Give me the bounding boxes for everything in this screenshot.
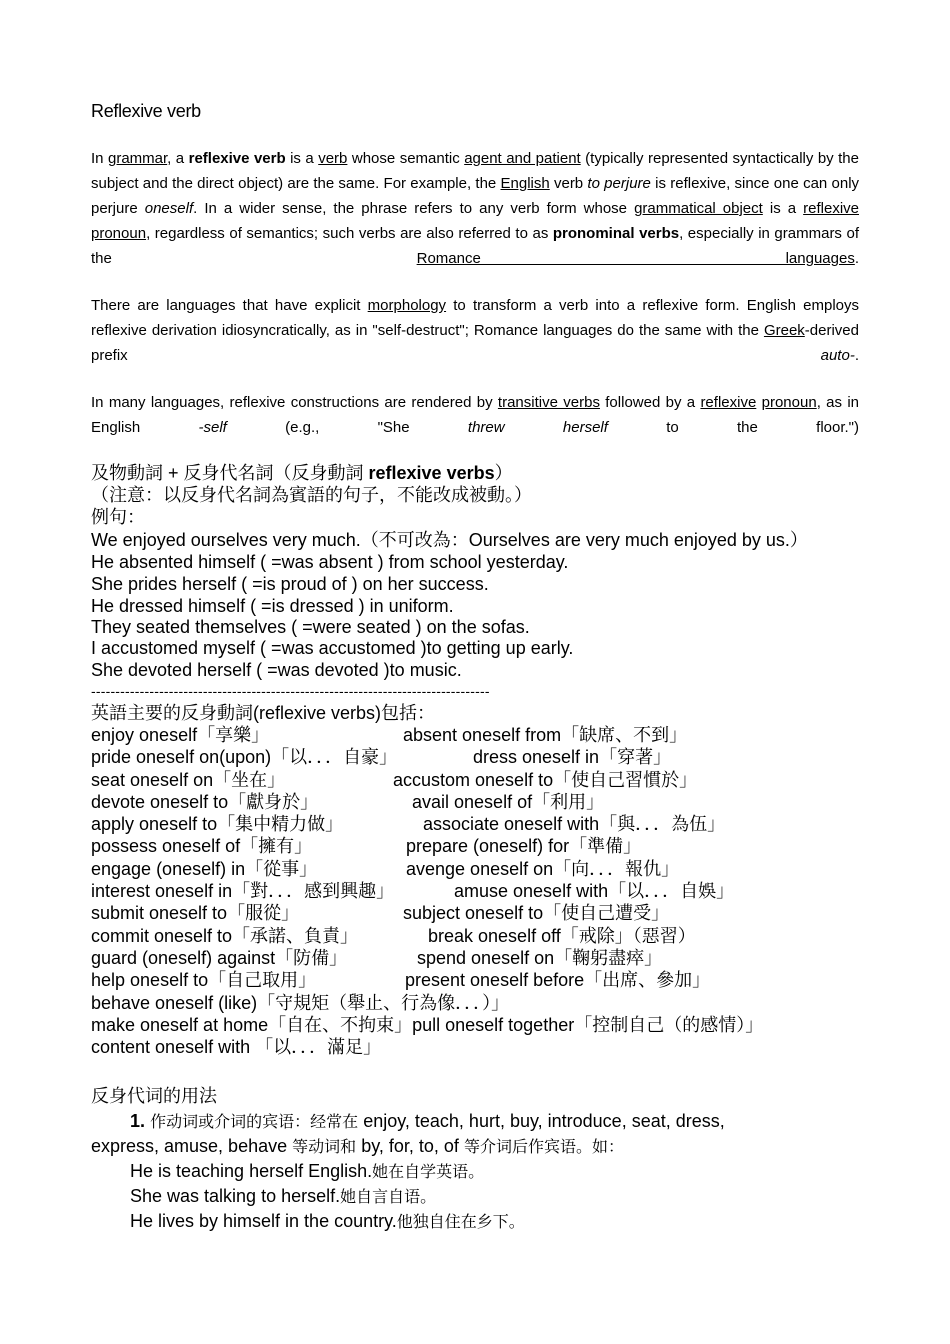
- text: , especially in grammars of the: [91, 225, 859, 267]
- verb-entry-left: engage (oneself) in「從事」: [91, 859, 318, 879]
- text: is a: [762, 200, 804, 217]
- example-sentence: He dressed himself ( =is dressed ) in uniform.: [91, 596, 454, 616]
- verb-entry-right: associate oneself with「與．．．為伍」: [423, 814, 726, 834]
- text: (typically represented syntactically by the subject and the direct object) are the same. For example, the: [91, 150, 859, 192]
- constructions-paragraph: [91, 390, 859, 465]
- verb-entry-left: devote oneself to「獻身於」: [91, 792, 319, 812]
- item-number: 1.: [130, 1111, 146, 1131]
- verb-entry-right: absent oneself from「缺席、不到」: [403, 725, 688, 745]
- text: enjoy, teach, hurt, buy, introduce, seat, dress,: [363, 1111, 725, 1131]
- text: to the floor."): [607, 419, 859, 436]
- link-verb[interactable]: verb: [318, 150, 348, 167]
- example-sentence: She devoted herself ( =was devoted )to music.: [91, 660, 462, 680]
- verb-entry-right: spend oneself on「鞠躬盡瘁」: [417, 948, 663, 968]
- text: 及物動詞 + 反身代名詞（反身動詞: [91, 463, 369, 483]
- example-english: She was talking to herself.: [130, 1186, 341, 1206]
- text: is reflexive, since one can only perjure: [91, 175, 860, 217]
- verb-entry-right: subject oneself to「使自己遭受」: [403, 903, 670, 923]
- text: -derived prefix: [91, 322, 859, 364]
- verb-entry-left: interest oneself in「對．．．感到興趣」: [91, 881, 395, 901]
- text: express, amuse, behave: [91, 1136, 293, 1156]
- divider: ----------------------------------------------------------------------------------: [91, 683, 490, 699]
- text: , regardless of semantics; such verbs are also referred to as: [146, 225, 553, 242]
- verb-entry-right: avenge oneself on「向．．．報仇」: [406, 859, 680, 879]
- text: .: [854, 347, 859, 364]
- usage-item-line1: [130, 1110, 725, 1133]
- example-chinese: 他独自住在乡下。: [396, 1212, 525, 1231]
- text: followed by a: [599, 394, 701, 411]
- italic-term: to perjure: [587, 175, 651, 192]
- text: 作动词或介词的宾语：经常在: [145, 1112, 364, 1131]
- usage-example: [130, 1185, 436, 1208]
- usage-example: [130, 1160, 484, 1183]
- section1-heading: [91, 462, 513, 484]
- bold-term: reflexive verbs: [368, 463, 495, 483]
- morphology-paragraph: [91, 293, 859, 393]
- link-transitive-verbs[interactable]: transitive verbs: [497, 394, 600, 411]
- bold-term: reflexive verb: [188, 150, 286, 167]
- text: 等动词和: [292, 1137, 362, 1156]
- text: In: [91, 150, 108, 167]
- text: is a: [285, 150, 319, 167]
- italic-term: threw herself: [467, 419, 608, 436]
- link-reflexive[interactable]: reflexive: [700, 394, 757, 411]
- example-chinese: 她自言自语。: [340, 1187, 437, 1206]
- text: 等介词后作宾语。如：: [463, 1137, 624, 1156]
- verb-entry-left: pride oneself on(upon)「以．．．自豪」: [91, 747, 398, 767]
- link-pronoun[interactable]: pronoun: [761, 394, 817, 411]
- link-romance-languages[interactable]: Romance languages: [416, 250, 855, 267]
- verb-entry-left: apply oneself to「集中精力做」: [91, 814, 344, 834]
- link-grammar[interactable]: grammar: [107, 150, 168, 167]
- intro-paragraph: [91, 146, 859, 296]
- example-sentence: They seated themselves ( =were seated ) on the sofas.: [91, 617, 530, 637]
- verb-entry-left: guard (oneself) against「防備」: [91, 948, 348, 968]
- verb-entry-right: dress oneself in「穿著」: [473, 747, 672, 767]
- usage-example: [130, 1210, 525, 1233]
- usage-item-line2: [91, 1135, 624, 1158]
- examples-label: 例句：: [91, 507, 145, 527]
- text: , a: [167, 150, 189, 167]
- verb-entry-right: present oneself before「出席、參加」: [405, 970, 711, 990]
- text: There are languages that have explicit: [91, 297, 368, 314]
- example-sentence: He absented himself ( =was absent ) from school yesterday.: [91, 552, 569, 572]
- link-greek[interactable]: Greek: [763, 322, 805, 339]
- example-english: He lives by himself in the country.: [130, 1211, 397, 1231]
- verb-entry-left: help oneself to「自己取用」: [91, 970, 317, 990]
- bold-term: pronominal verbs: [552, 225, 680, 242]
- verb-entry-left: submit oneself to「服從」: [91, 903, 300, 923]
- verb-entry-right: avail oneself of「利用」: [412, 792, 605, 812]
- text: by, for, to, of: [361, 1136, 464, 1156]
- text: ）: [494, 463, 513, 483]
- example-sentence: I accustomed myself ( =was accustomed )to getting up early.: [91, 638, 574, 658]
- verb-entry-right: break oneself off「戒除」（惡習）: [428, 926, 696, 946]
- section1-note: （注意：以反身代名詞為賓語的句子，不能改成被動。）: [91, 485, 532, 505]
- italic-term: auto-: [820, 347, 855, 364]
- verb-entry-left: commit oneself to「承諾、負責」: [91, 926, 359, 946]
- link-morphology[interactable]: morphology: [367, 297, 447, 314]
- link-grammatical-object[interactable]: grammatical object: [634, 200, 763, 217]
- verb-entry-right: prepare (oneself) for「準備」: [406, 836, 642, 856]
- section2-heading: 英語主要的反身動詞(reflexive verbs)包括：: [91, 703, 436, 723]
- text: .: [854, 250, 859, 267]
- example-english: He is teaching herself English.: [130, 1161, 373, 1181]
- italic-term: oneself: [144, 200, 194, 217]
- text: verb: [549, 175, 588, 192]
- text: (e.g., "She: [226, 419, 468, 436]
- verb-entry-left: seat oneself on「坐在」: [91, 770, 286, 790]
- example-chinese: 她在自学英语。: [372, 1162, 485, 1181]
- document-title: Reflexive verb: [91, 101, 201, 121]
- verb-entry: make oneself at home「自在、不拘束」pull oneself together「控制自己（的感情）」: [91, 1015, 764, 1035]
- text: . In a wider sense, the phrase refers to any verb form whose: [193, 200, 635, 217]
- verb-entry-left: possess oneself of「擁有」: [91, 836, 313, 856]
- verb-entry: content oneself with 「以．．．滿足」: [91, 1037, 382, 1057]
- verb-entry-right: accustom oneself to「使自己習慣於」: [393, 770, 698, 790]
- verb-entry-left: enjoy oneself「享樂」: [91, 725, 270, 745]
- verb-entry-right: amuse oneself with「以．．．自娛」: [454, 881, 735, 901]
- example-sentence: We enjoyed ourselves very much.（不可改為：Ourselves are very much enjoyed by us.）: [91, 530, 808, 550]
- example-sentence: She prides herself ( =is proud of ) on her success.: [91, 574, 489, 594]
- verb-entry: behave oneself (like)「守規矩（舉止、行為像．．．）」: [91, 993, 510, 1013]
- text: In many languages, reflexive constructions are rendered by: [91, 394, 498, 411]
- link-reflexive-pronoun[interactable]: reflexive pronoun: [91, 200, 859, 242]
- link-agent-patient[interactable]: agent and patient: [464, 150, 581, 167]
- link-english[interactable]: English: [500, 175, 550, 192]
- text: whose semantic: [347, 150, 465, 167]
- text: to transform a verb into a reflexive form. English employs reflexive derivation idiosyncratically, as in "self-destruct"; Romance languages do the same with the: [91, 297, 859, 339]
- section3-heading: 反身代词的用法: [91, 1086, 217, 1106]
- italic-term: -self: [198, 419, 227, 436]
- text: , as in English: [91, 394, 860, 436]
